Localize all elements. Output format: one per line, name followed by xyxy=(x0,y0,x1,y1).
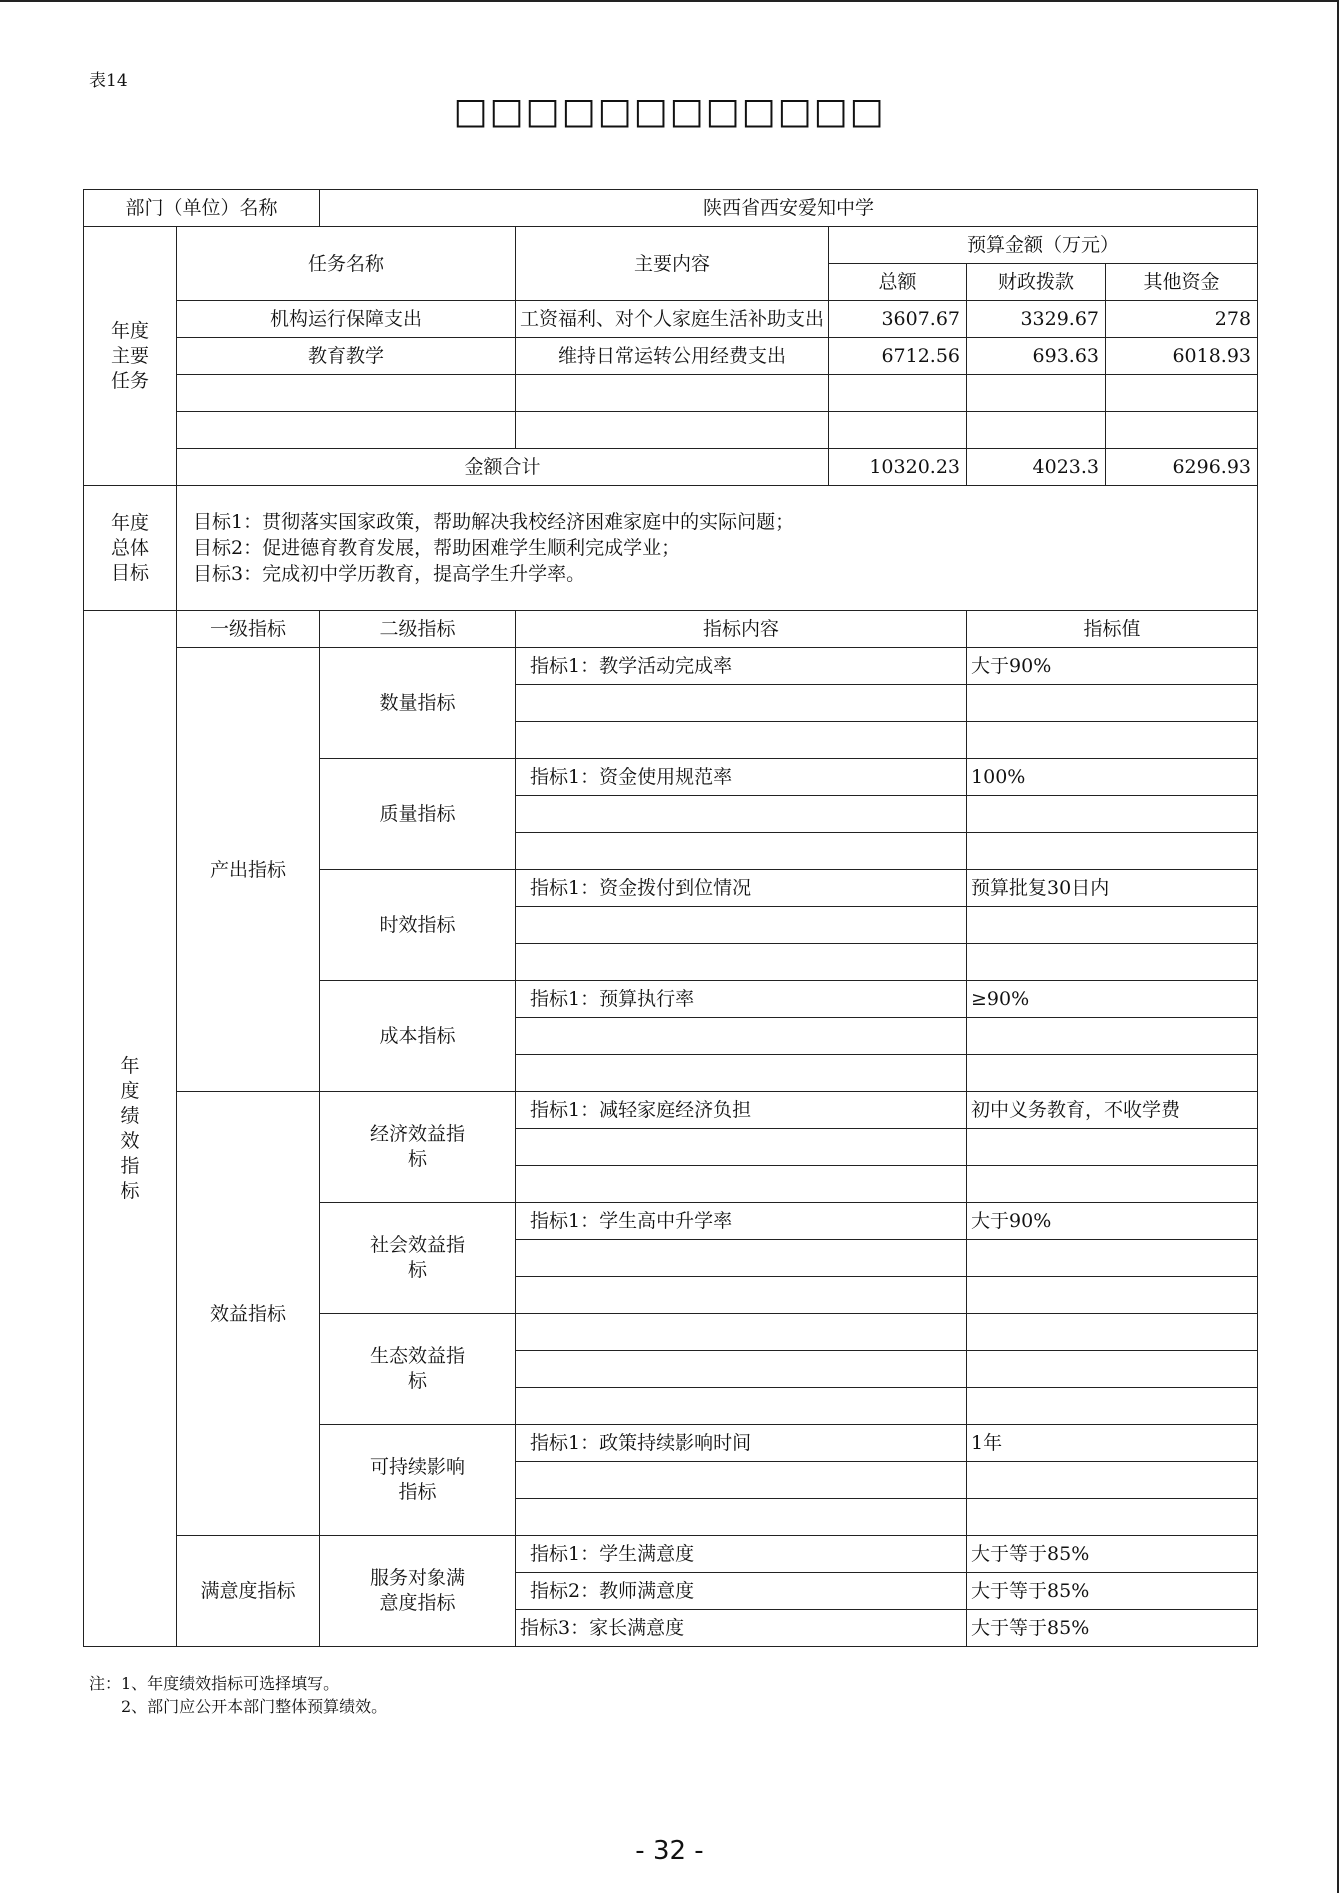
footnotes xyxy=(89,1672,387,1718)
indicator-value xyxy=(967,1351,1258,1388)
indicator-row xyxy=(84,1536,1258,1573)
table-body xyxy=(84,190,1258,1647)
level2-indicator-text: 数量指标 xyxy=(379,692,456,714)
indicator-value xyxy=(967,796,1258,833)
indicator-content xyxy=(516,1129,967,1166)
footnote-2: 2、部门应公开本部门整体预算绩效。 xyxy=(121,1697,388,1716)
indicator-content: 指标1：减轻家庭经济负担 xyxy=(516,1092,967,1129)
level2-indicator xyxy=(320,1092,516,1203)
indicator-content xyxy=(516,1314,967,1351)
indicator-content xyxy=(516,1166,967,1203)
indicator-content xyxy=(516,944,967,981)
indicator-value xyxy=(967,1166,1258,1203)
level2-indicator xyxy=(320,1203,516,1314)
indicator-content: 指标1：政策持续影响时间 xyxy=(516,1425,967,1462)
indicator-value xyxy=(967,1277,1258,1314)
indicator-value: 大于等于85% xyxy=(967,1573,1258,1610)
task-fiscal xyxy=(967,375,1106,412)
indicator-header-row xyxy=(84,611,1258,648)
indicator-value xyxy=(967,1129,1258,1166)
task-total xyxy=(829,375,967,412)
task-total: 3607.67 xyxy=(829,301,967,338)
level2-indicator xyxy=(320,981,516,1092)
indicator-content: 指标1：资金使用规范率 xyxy=(516,759,967,796)
indicator-value xyxy=(967,685,1258,722)
indicator-value xyxy=(967,907,1258,944)
sum-other: 6296.93 xyxy=(1106,449,1258,486)
indicator-content xyxy=(516,722,967,759)
tasks-section-label xyxy=(84,227,177,486)
indicator-content xyxy=(516,1388,967,1425)
indicator-value xyxy=(967,1018,1258,1055)
content-header: 指标内容 xyxy=(516,611,967,648)
indicator-value xyxy=(967,722,1258,759)
level2-indicator-text: 成本指标 xyxy=(379,1025,456,1047)
task-fiscal: 693.63 xyxy=(967,338,1106,375)
sum-fiscal: 4023.3 xyxy=(967,449,1106,486)
level2-indicator xyxy=(320,870,516,981)
level2-indicator-text: 经济效益指标 xyxy=(370,1123,466,1170)
dept-name: 陕西省西安爱知中学 xyxy=(320,190,1258,227)
indicator-content xyxy=(516,796,967,833)
level2-indicator-text: 生态效益指标 xyxy=(370,1345,466,1392)
level2-indicator-text: 服务对象满意度指标 xyxy=(370,1567,466,1614)
indicator-value xyxy=(967,1055,1258,1092)
indicator-content xyxy=(516,1055,967,1092)
indicator-value xyxy=(967,944,1258,981)
indicator-value xyxy=(967,833,1258,870)
task-other: 278 xyxy=(1106,301,1258,338)
indicator-row xyxy=(84,648,1258,685)
indicators-section-label-text: 年度绩效指标 xyxy=(120,1054,140,1202)
task-content: 工资福利、对个人家庭生活补助支出 xyxy=(516,301,829,338)
document-title: □□□□□□□□□□□□ xyxy=(453,90,886,132)
goals-text xyxy=(177,486,1258,611)
task-row xyxy=(84,301,1258,338)
level2-indicator-text: 质量指标 xyxy=(379,803,456,825)
total-header: 总额 xyxy=(829,264,967,301)
indicator-value: 预算批复30日内 xyxy=(967,870,1258,907)
page-number: - 32 - xyxy=(635,1836,704,1866)
tasks-section-label-text: 年度主要任务 xyxy=(110,319,149,392)
level2-indicator xyxy=(320,1425,516,1536)
level2-indicator xyxy=(320,759,516,870)
indicator-value: 初中义务教育，不收学费 xyxy=(967,1092,1258,1129)
indicator-content: 指标1：学生高中升学率 xyxy=(516,1203,967,1240)
level1-indicator: 效益指标 xyxy=(177,1092,320,1536)
indicator-content xyxy=(516,833,967,870)
budget-header: 预算金额（万元） xyxy=(829,227,1258,264)
indicators-section-label xyxy=(84,611,177,1647)
indicator-content: 指标1：教学活动完成率 xyxy=(516,648,967,685)
indicator-value xyxy=(967,1462,1258,1499)
task-content-header: 主要内容 xyxy=(516,227,829,301)
indicator-content xyxy=(516,685,967,722)
footnote-1: 注：1、年度绩效指标可选择填写。 xyxy=(89,1674,340,1693)
indicator-value xyxy=(967,1314,1258,1351)
budget-performance-table xyxy=(83,189,1258,1647)
indicator-content: 指标3：家长满意度 xyxy=(516,1610,967,1647)
task-row xyxy=(84,338,1258,375)
indicator-value xyxy=(967,1240,1258,1277)
goals-row xyxy=(84,486,1258,611)
task-name xyxy=(177,375,516,412)
task-other xyxy=(1106,412,1258,449)
level1-indicator: 满意度指标 xyxy=(177,1536,320,1647)
indicator-content xyxy=(516,1462,967,1499)
task-content xyxy=(516,375,829,412)
indicator-content xyxy=(516,907,967,944)
indicator-value: 大于等于85% xyxy=(967,1536,1258,1573)
level2-indicator-text: 时效指标 xyxy=(379,914,456,936)
task-other xyxy=(1106,375,1258,412)
task-fiscal: 3329.67 xyxy=(967,301,1106,338)
goal-item: 目标2：促进德育教育发展，帮助困难学生顺利完成学业； xyxy=(193,537,681,559)
indicator-content xyxy=(516,1499,967,1536)
indicator-value: 100% xyxy=(967,759,1258,796)
task-name: 教育教学 xyxy=(177,338,516,375)
task-name xyxy=(177,412,516,449)
goal-item: 目标1：贯彻落实国家政策，帮助解决我校经济困难家庭中的实际问题； xyxy=(193,511,795,533)
task-content: 维持日常运转公用经费支出 xyxy=(516,338,829,375)
task-total: 6712.56 xyxy=(829,338,967,375)
other-header: 其他资金 xyxy=(1106,264,1258,301)
dept-label: 部门（单位）名称 xyxy=(84,190,320,227)
sum-label: 金额合计 xyxy=(177,449,829,486)
indicator-value: 大于等于85% xyxy=(967,1610,1258,1647)
indicator-content: 指标1：资金拨付到位情况 xyxy=(516,870,967,907)
sum-row xyxy=(84,449,1258,486)
value-header: 指标值 xyxy=(967,611,1258,648)
task-row xyxy=(84,375,1258,412)
indicator-content xyxy=(516,1240,967,1277)
task-other: 6018.93 xyxy=(1106,338,1258,375)
goals-section-label-text: 年度总体目标 xyxy=(110,511,149,584)
level2-indicator-text: 可持续影响指标 xyxy=(370,1456,466,1503)
indicator-value: ≥90% xyxy=(967,981,1258,1018)
task-header-row-1 xyxy=(84,227,1258,264)
indicator-value xyxy=(967,1499,1258,1536)
task-name: 机构运行保障支出 xyxy=(177,301,516,338)
level2-header: 二级指标 xyxy=(320,611,516,648)
table-number: 表14 xyxy=(89,71,128,91)
sum-total: 10320.23 xyxy=(829,449,967,486)
fiscal-header: 财政拨款 xyxy=(967,264,1106,301)
level1-indicator: 产出指标 xyxy=(177,648,320,1092)
page-top-border xyxy=(0,0,1339,2)
indicator-value: 大于90% xyxy=(967,1203,1258,1240)
indicator-content xyxy=(516,1351,967,1388)
indicator-content: 指标2：教师满意度 xyxy=(516,1573,967,1610)
indicator-content xyxy=(516,1277,967,1314)
level2-indicator xyxy=(320,1536,516,1647)
indicator-content xyxy=(516,1018,967,1055)
indicator-value xyxy=(967,1388,1258,1425)
indicator-content: 指标1：预算执行率 xyxy=(516,981,967,1018)
task-name-header: 任务名称 xyxy=(177,227,516,301)
task-row xyxy=(84,412,1258,449)
level2-indicator xyxy=(320,648,516,759)
level2-indicator-text: 社会效益指标 xyxy=(370,1234,466,1281)
task-content xyxy=(516,412,829,449)
goals-section-label xyxy=(84,486,177,611)
dept-row xyxy=(84,190,1258,227)
indicator-row xyxy=(84,1092,1258,1129)
indicator-value: 大于90% xyxy=(967,648,1258,685)
indicator-content: 指标1：学生满意度 xyxy=(516,1536,967,1573)
goal-item: 目标3：完成初中学历教育，提高学生升学率。 xyxy=(193,563,586,585)
indicator-value: 1年 xyxy=(967,1425,1258,1462)
task-total xyxy=(829,412,967,449)
task-fiscal xyxy=(967,412,1106,449)
level1-header: 一级指标 xyxy=(177,611,320,648)
level2-indicator xyxy=(320,1314,516,1425)
